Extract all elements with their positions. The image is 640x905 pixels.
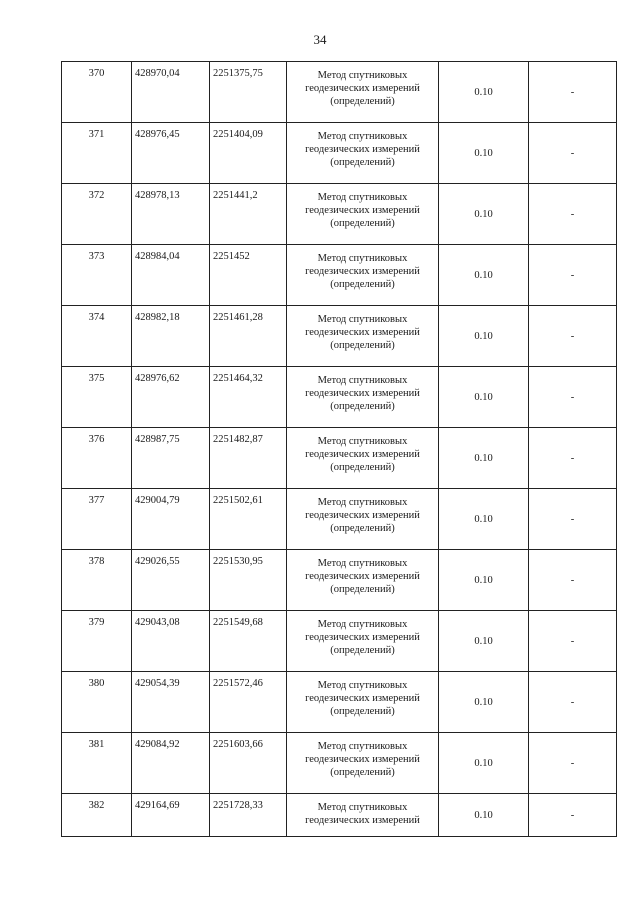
coordinate-x: 429004,79: [135, 495, 180, 506]
note-value: -: [570, 452, 575, 464]
method-line-1: Метод спутниковых: [317, 680, 408, 691]
point-number: 376: [88, 434, 105, 445]
point-number-cell: [62, 794, 132, 837]
coordinate-y: 2251452: [213, 251, 250, 262]
note-value-cell: [529, 550, 617, 611]
method-cell: [287, 245, 439, 306]
note-value: -: [570, 330, 575, 342]
table-row: [62, 306, 617, 367]
method-line-1: Метод спутниковых: [317, 70, 408, 81]
coordinate-y-cell: [210, 62, 287, 123]
method-line-1: Метод спутниковых: [317, 192, 408, 203]
method-line-2: геодезических измерений: [305, 754, 420, 765]
note-value-cell: [529, 672, 617, 733]
point-number-cell: [62, 123, 132, 184]
coordinate-y: 2251603,66: [213, 739, 263, 750]
coordinate-y: 2251441,2: [213, 190, 258, 201]
point-number-cell: [62, 733, 132, 794]
point-number: 370: [88, 68, 105, 79]
coordinate-x-cell: [132, 550, 210, 611]
coordinate-x-cell: [132, 245, 210, 306]
accuracy-value-cell: [439, 672, 529, 733]
method-text: [287, 367, 438, 413]
note-value: -: [570, 635, 575, 647]
coordinate-x: 428970,04: [135, 68, 180, 79]
method-line-2: геодезических измерений: [305, 144, 420, 155]
coordinate-y-cell: [210, 550, 287, 611]
method-text: [287, 123, 438, 169]
table-row: [62, 611, 617, 672]
coordinate-y: 2251375,75: [213, 68, 263, 79]
method-cell: [287, 611, 439, 672]
point-number: 379: [88, 617, 105, 628]
point-number-cell: [62, 428, 132, 489]
point-number-cell: [62, 306, 132, 367]
point-number-cell: [62, 184, 132, 245]
coordinate-x: 428982,18: [135, 312, 180, 323]
method-text: [287, 62, 438, 108]
coordinate-y: 2251461,28: [213, 312, 263, 323]
coordinate-y-cell: [210, 489, 287, 550]
method-line-1: Метод спутниковых: [317, 558, 408, 569]
coordinate-x-cell: [132, 184, 210, 245]
method-line-3: (определений): [330, 584, 395, 595]
method-line-1: Метод спутниковых: [317, 314, 408, 325]
method-text: [287, 428, 438, 474]
accuracy-value: 0.10: [474, 809, 493, 821]
note-value: -: [570, 269, 575, 281]
method-text: [287, 733, 438, 779]
coordinates-table: [61, 61, 617, 837]
method-text: [287, 672, 438, 718]
coordinate-y: 2251572,46: [213, 678, 263, 689]
note-value: -: [570, 147, 575, 159]
coordinate-x-cell: [132, 428, 210, 489]
accuracy-value: 0.10: [474, 696, 493, 708]
point-number-cell: [62, 245, 132, 306]
coordinate-y-cell: [210, 428, 287, 489]
coordinate-y: 2251530,95: [213, 556, 263, 567]
note-value-cell: [529, 489, 617, 550]
note-value-cell: [529, 123, 617, 184]
accuracy-value: 0.10: [474, 86, 493, 98]
coordinate-y-cell: [210, 245, 287, 306]
coordinate-y-cell: [210, 794, 287, 837]
accuracy-value-cell: [439, 123, 529, 184]
method-cell: [287, 733, 439, 794]
point-number: 373: [88, 251, 105, 262]
accuracy-value: 0.10: [474, 208, 493, 220]
method-line-2: геодезических измерений: [305, 83, 420, 94]
method-line-3: (определений): [330, 706, 395, 717]
coordinate-x: 428976,62: [135, 373, 180, 384]
method-line-3: (определений): [330, 96, 395, 107]
method-text: [287, 611, 438, 657]
coordinate-x: 429164,69: [135, 800, 180, 811]
method-line-1: Метод спутниковых: [317, 802, 408, 813]
method-text: [287, 184, 438, 230]
accuracy-value: 0.10: [474, 574, 493, 586]
coordinate-x: 429084,92: [135, 739, 180, 750]
accuracy-value-cell: [439, 794, 529, 837]
coordinate-x-cell: [132, 306, 210, 367]
coordinate-x: 428987,75: [135, 434, 180, 445]
accuracy-value-cell: [439, 245, 529, 306]
coordinate-x-cell: [132, 123, 210, 184]
method-cell: [287, 489, 439, 550]
accuracy-value: 0.10: [474, 269, 493, 281]
note-value-cell: [529, 428, 617, 489]
coordinate-y: 2251502,61: [213, 495, 263, 506]
coordinate-y: 2251482,87: [213, 434, 263, 445]
method-line-2: геодезических измерений: [305, 693, 420, 704]
coordinate-x: 429054,39: [135, 678, 180, 689]
method-line-3: (определений): [330, 157, 395, 168]
note-value: -: [570, 513, 575, 525]
accuracy-value-cell: [439, 489, 529, 550]
point-number: 371: [88, 129, 105, 140]
method-line-1: Метод спутниковых: [317, 131, 408, 142]
method-line-3: (определений): [330, 645, 395, 656]
coordinate-x-cell: [132, 794, 210, 837]
point-number-cell: [62, 672, 132, 733]
coordinate-x-cell: [132, 489, 210, 550]
note-value-cell: [529, 62, 617, 123]
method-line-3: (определений): [330, 401, 395, 412]
note-value: -: [570, 757, 575, 769]
coordinate-x-cell: [132, 672, 210, 733]
accuracy-value: 0.10: [474, 147, 493, 159]
method-cell: [287, 184, 439, 245]
coordinate-x: 428978,13: [135, 190, 180, 201]
accuracy-value: 0.10: [474, 635, 493, 647]
method-cell: [287, 306, 439, 367]
coordinate-y-cell: [210, 123, 287, 184]
table-row: [62, 489, 617, 550]
table-row: [62, 428, 617, 489]
point-number: 374: [88, 312, 105, 323]
point-number-cell: [62, 62, 132, 123]
method-text: [287, 550, 438, 596]
coordinate-x-cell: [132, 367, 210, 428]
method-cell: [287, 550, 439, 611]
method-text: [287, 489, 438, 535]
note-value: -: [570, 696, 575, 708]
method-line-2: геодезических измерений: [305, 510, 420, 521]
method-line-3: (определений): [330, 340, 395, 351]
coordinate-y-cell: [210, 367, 287, 428]
accuracy-value: 0.10: [474, 452, 493, 464]
method-line-1: Метод спутниковых: [317, 619, 408, 630]
point-number: 375: [88, 373, 105, 384]
point-number-cell: [62, 489, 132, 550]
coordinate-y: 2251549,68: [213, 617, 263, 628]
note-value-cell: [529, 245, 617, 306]
accuracy-value: 0.10: [474, 391, 493, 403]
point-number: 380: [88, 678, 105, 689]
note-value: -: [570, 809, 575, 821]
coordinate-y: 2251404,09: [213, 129, 263, 140]
note-value-cell: [529, 367, 617, 428]
point-number-cell: [62, 611, 132, 672]
coordinate-x-cell: [132, 733, 210, 794]
method-cell: [287, 123, 439, 184]
method-text: [287, 306, 438, 352]
coordinate-x-cell: [132, 611, 210, 672]
coordinate-y: 2251464,32: [213, 373, 263, 384]
accuracy-value-cell: [439, 428, 529, 489]
method-line-3: (определений): [330, 462, 395, 473]
point-number: 372: [88, 190, 105, 201]
method-text: [287, 245, 438, 291]
accuracy-value-cell: [439, 733, 529, 794]
table-row: [62, 672, 617, 733]
point-number-cell: [62, 550, 132, 611]
point-number-cell: [62, 367, 132, 428]
method-line-3: (определений): [330, 767, 395, 778]
method-text: [287, 794, 438, 827]
method-line-2: геодезических измерений: [305, 205, 420, 216]
method-cell: [287, 672, 439, 733]
accuracy-value-cell: [439, 367, 529, 428]
method-line-2: геодезических измерений: [305, 266, 420, 277]
accuracy-value: 0.10: [474, 513, 493, 525]
note-value-cell: [529, 794, 617, 837]
method-line-3: (определений): [330, 279, 395, 290]
method-line-2: геодезических измерений: [305, 815, 420, 826]
point-number: 377: [88, 495, 105, 506]
coordinate-x: 428976,45: [135, 129, 180, 140]
coordinate-y-cell: [210, 672, 287, 733]
table-row: [62, 123, 617, 184]
coordinate-y-cell: [210, 184, 287, 245]
table-row: [62, 733, 617, 794]
coordinate-x: 429043,08: [135, 617, 180, 628]
note-value-cell: [529, 611, 617, 672]
accuracy-value-cell: [439, 184, 529, 245]
table-row: [62, 550, 617, 611]
accuracy-value-cell: [439, 306, 529, 367]
accuracy-value-cell: [439, 611, 529, 672]
method-line-2: геодезических измерений: [305, 449, 420, 460]
page-number: 34: [313, 32, 327, 47]
coordinate-y-cell: [210, 733, 287, 794]
coordinate-y-cell: [210, 306, 287, 367]
point-number: 378: [88, 556, 105, 567]
table-row: [62, 367, 617, 428]
method-line-1: Метод спутниковых: [317, 253, 408, 264]
note-value: -: [570, 86, 575, 98]
method-line-1: Метод спутниковых: [317, 375, 408, 386]
method-line-2: геодезических измерений: [305, 327, 420, 338]
coordinate-y: 2251728,33: [213, 800, 263, 811]
point-number: 381: [88, 739, 105, 750]
table-row: [62, 184, 617, 245]
method-cell: [287, 428, 439, 489]
accuracy-value: 0.10: [474, 330, 493, 342]
coordinates-table-body: [62, 62, 617, 837]
method-line-2: геодезических измерений: [305, 571, 420, 582]
note-value-cell: [529, 306, 617, 367]
method-cell: [287, 794, 439, 837]
accuracy-value: 0.10: [474, 757, 493, 769]
method-line-2: геодезических измерений: [305, 632, 420, 643]
method-cell: [287, 367, 439, 428]
method-cell: [287, 62, 439, 123]
method-line-1: Метод спутниковых: [317, 741, 408, 752]
table-row: [62, 245, 617, 306]
table-row: [62, 62, 617, 123]
coordinate-x: 429026,55: [135, 556, 180, 567]
coordinate-y-cell: [210, 611, 287, 672]
note-value-cell: [529, 733, 617, 794]
method-line-1: Метод спутниковых: [317, 497, 408, 508]
note-value-cell: [529, 184, 617, 245]
coordinate-x-cell: [132, 62, 210, 123]
method-line-3: (определений): [330, 218, 395, 229]
note-value: -: [570, 391, 575, 403]
accuracy-value-cell: [439, 550, 529, 611]
note-value: -: [570, 208, 575, 220]
method-line-2: геодезических измерений: [305, 388, 420, 399]
coordinate-x: 428984,04: [135, 251, 180, 262]
method-line-1: Метод спутниковых: [317, 436, 408, 447]
accuracy-value-cell: [439, 62, 529, 123]
point-number: 382: [88, 800, 105, 811]
table-row: [62, 794, 617, 837]
note-value: -: [570, 574, 575, 586]
method-line-3: (определений): [330, 523, 395, 534]
